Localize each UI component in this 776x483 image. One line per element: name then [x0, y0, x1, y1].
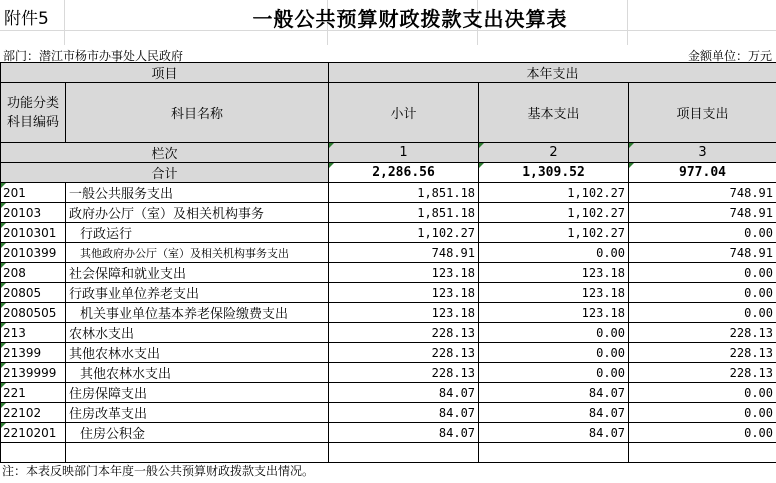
column-number-2: 2	[479, 143, 629, 163]
row-code: 20103	[1, 203, 66, 223]
row-project: 0.00	[629, 223, 776, 243]
row-name: 农林水支出	[66, 323, 329, 343]
row-subtotal: 1,851.18	[329, 203, 479, 223]
row-code: 213	[1, 323, 66, 343]
row-name: 其他农林水支出	[66, 343, 329, 363]
row-basic: 84.07	[479, 423, 629, 443]
row-name: 社会保障和就业支出	[66, 263, 329, 283]
row-basic: 123.18	[479, 263, 629, 283]
row-basic: 0.00	[479, 343, 629, 363]
row-name: 政府办公厅（室）及相关机构事务	[66, 203, 329, 223]
table-row	[1, 403, 776, 423]
row-subtotal: 748.91	[329, 243, 479, 263]
row-basic: 1,102.27	[479, 183, 629, 203]
header-item: 项目	[1, 63, 329, 83]
row-subtotal: 228.13	[329, 363, 479, 383]
header-name: 科目名称	[66, 83, 329, 143]
row-basic: 1,102.27	[479, 223, 629, 243]
row-subtotal: 123.18	[329, 303, 479, 323]
attachment-label: 附件5	[4, 9, 49, 29]
row-basic: 0.00	[479, 323, 629, 343]
row-name: 行政运行	[66, 223, 329, 243]
row-project: 0.00	[629, 263, 776, 283]
row-code: 2010399	[1, 243, 66, 263]
department-label: 部门：潜江市杨市办事处人民政府	[3, 49, 184, 63]
row-subtotal: 1,851.18	[329, 183, 479, 203]
header-project: 项目支出	[629, 83, 776, 143]
row-basic: 123.18	[479, 283, 629, 303]
row-basic: 1,102.27	[479, 203, 629, 223]
row-basic: 0.00	[479, 363, 629, 383]
row-basic: 84.07	[479, 383, 629, 403]
header-code: 功能分类科目编码	[1, 83, 66, 143]
table-row	[1, 343, 776, 363]
row-code: 2139999	[1, 363, 66, 383]
row-name: 住房保障支出	[66, 383, 329, 403]
empty-row	[1, 443, 776, 463]
row-name: 住房改革支出	[66, 403, 329, 423]
row-code: 21399	[1, 343, 66, 363]
row-project: 748.91	[629, 243, 776, 263]
table-row	[1, 423, 776, 443]
row-code: 221	[1, 383, 66, 403]
total-label: 合计	[1, 163, 329, 183]
table-row	[1, 223, 776, 243]
row-subtotal: 84.07	[329, 423, 479, 443]
row-name: 一般公共服务支出	[66, 183, 329, 203]
row-project: 228.13	[629, 343, 776, 363]
table-row	[1, 263, 776, 283]
table-row	[1, 243, 776, 263]
column-number-1: 1	[329, 143, 479, 163]
table-row	[1, 283, 776, 303]
row-project: 0.00	[629, 383, 776, 403]
column-number-3: 3	[629, 143, 776, 163]
unit-label: 金额单位：万元	[687, 49, 772, 63]
table-row	[1, 303, 776, 323]
row-name: 机关事业单位基本养老保险缴费支出	[66, 303, 329, 323]
row-code: 2010301	[1, 223, 66, 243]
row-code: 208	[1, 263, 66, 283]
row-project: 0.00	[629, 403, 776, 423]
row-subtotal: 228.13	[329, 343, 479, 363]
header-subtotal: 小计	[329, 83, 479, 143]
row-project: 0.00	[629, 283, 776, 303]
row-project: 228.13	[629, 323, 776, 343]
row-basic: 84.07	[479, 403, 629, 423]
expenditure-table	[0, 62, 776, 463]
row-project: 0.00	[629, 303, 776, 323]
total-basic: 1,309.52	[479, 163, 629, 183]
row-code: 2210201	[1, 423, 66, 443]
row-name: 其他农林水支出	[66, 363, 329, 383]
table-row	[1, 363, 776, 383]
row-basic: 0.00	[479, 243, 629, 263]
column-number-label: 栏次	[1, 143, 329, 163]
row-basic: 123.18	[479, 303, 629, 323]
row-subtotal: 123.18	[329, 283, 479, 303]
row-code: 20805	[1, 283, 66, 303]
row-project: 228.13	[629, 363, 776, 383]
row-project: 0.00	[629, 423, 776, 443]
row-name: 行政事业单位养老支出	[66, 283, 329, 303]
row-name: 其他政府办公厅（室）及相关机构事务支出	[66, 243, 329, 263]
row-subtotal: 84.07	[329, 383, 479, 403]
footnote: 注：本表反映部门本年度一般公共预算财政拨款支出情况。	[2, 464, 315, 478]
row-subtotal: 84.07	[329, 403, 479, 423]
header-basic: 基本支出	[479, 83, 629, 143]
row-project: 748.91	[629, 183, 776, 203]
row-subtotal: 1,102.27	[329, 223, 479, 243]
row-subtotal: 123.18	[329, 263, 479, 283]
table-row	[1, 183, 776, 203]
row-project: 748.91	[629, 203, 776, 223]
row-name: 住房公积金	[66, 423, 329, 443]
row-code: 22102	[1, 403, 66, 423]
page-title: 一般公共预算财政拨款支出决算表	[252, 7, 568, 31]
table-row	[1, 203, 776, 223]
table-row	[1, 323, 776, 343]
total-subtotal: 2,286.56	[329, 163, 479, 183]
row-subtotal: 228.13	[329, 323, 479, 343]
table-row	[1, 383, 776, 403]
total-project: 977.04	[629, 163, 776, 183]
row-code: 201	[1, 183, 66, 203]
header-year-expense: 本年支出	[329, 63, 776, 83]
gridline	[64, 0, 65, 45]
row-code: 2080505	[1, 303, 66, 323]
